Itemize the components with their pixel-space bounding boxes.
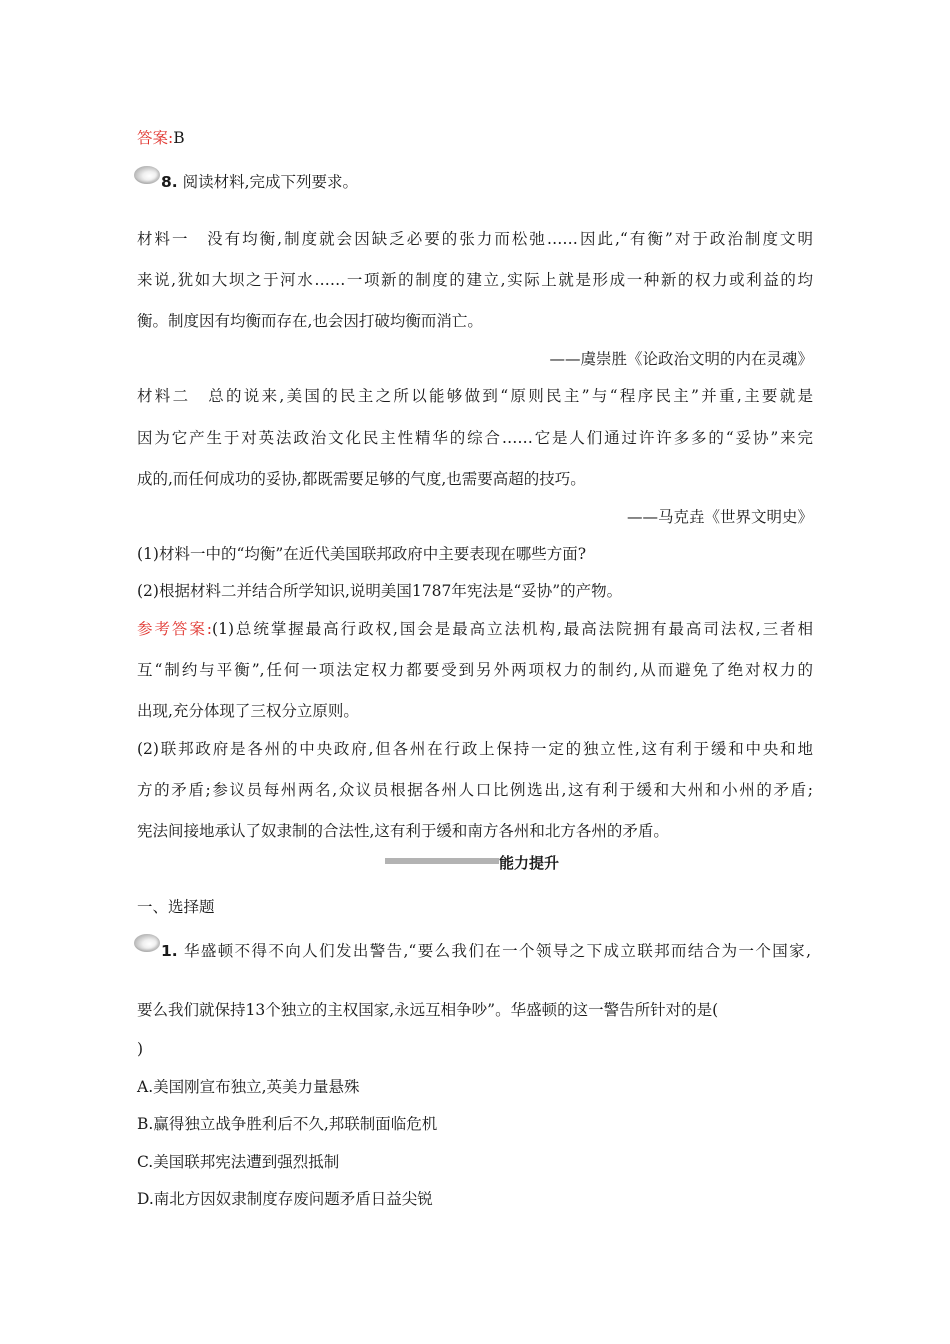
section-part-heading: 一、选择题 [137, 898, 215, 916]
sub-question-2: (2)根据材料二并结合所学知识,说明美国1787年宪法是“妥协”的产物。 [137, 582, 623, 600]
question-number: 8. [161, 173, 178, 191]
reference-answer-line-5: 方的矛盾;参议员每州两名,众议员根据各州人口比例选出,这有利于缓和大州和小州的矛盾; [137, 781, 813, 799]
option-b: B.赢得独立战争胜利后不久,邦联制面临危机 [137, 1115, 438, 1133]
material2-line-1: 材料二 总的说来,美国的民主之所以能够做到“原则民主”与“程序民主”并重,主要就是 [137, 387, 813, 405]
question-number: 1. [161, 942, 178, 960]
material1-line-1: 材料一 没有均衡,制度就会因缺乏必要的张力而松弛……因此,“有衡”对于政治制度文明 [137, 230, 813, 248]
material2-line-3: 成的,而任何成功的妥协,都既需要足够的气度,也需要高超的技巧。 [137, 470, 586, 488]
question-1-line-1: 1. 华盛顿不得不向人们发出警告,“要么我们在一个领导之下成立联邦而结合为一个国家, [161, 942, 811, 960]
reference-answer-line-3: 出现,充分体现了三权分立原则。 [137, 702, 359, 720]
question-1-line-3: ) [137, 1040, 144, 1058]
answer-label: 答案: [137, 129, 174, 147]
reference-answer-line-2: 互“制约与平衡”,任何一项法定权力都要受到另外两项权力的制约,从而避免了绝对权力的 [137, 661, 813, 679]
reference-answer-label: 参考答案: [137, 620, 213, 638]
question-marker-icon [134, 166, 160, 184]
material2-line-2: 因为它产生于对英法政治文化民主性精华的综合……它是人们通过许许多多的“妥协”来完 [137, 429, 813, 447]
sub-question-1: (1)材料一中的“均衡”在近代美国联邦政府中主要表现在哪些方面? [137, 545, 587, 563]
question-8-prompt [161, 172, 811, 192]
material1-line-2: 来说,犹如大坝之于河水……一项新的制度的建立,实际上就是形成一种新的权力或利益的均 [137, 271, 813, 289]
material1-source: ——虞崇胜《论政治文明的内在灵魂》 [549, 350, 813, 368]
reference-answer-line-4: (2)联邦政府是各州的中央政府,但各州在行政上保持一定的独立性,这有利于缓和中央和地 [137, 740, 813, 758]
material2-source: ——马克垚《世界文明史》 [626, 508, 813, 526]
option-a: A.美国刚宣布独立,英美力量悬殊 [137, 1078, 360, 1096]
question-text: 阅读材料,完成下列要求。 [182, 173, 359, 191]
answer-7 [137, 128, 813, 148]
question-1-line-2: 要么我们就保持13个独立的主权国家,永远互相争吵”。华盛顿的这一警告所针对的是( [137, 1001, 719, 1019]
answer-value: B [173, 129, 185, 147]
section-title: 能力提升 [499, 854, 560, 872]
option-d: D.南北方因奴隶制度存废问题矛盾日益尖锐 [137, 1190, 433, 1208]
section-divider-bar [385, 858, 499, 864]
reference-answer-line-1: 参考答案:(1)总统掌握最高行政权,国会是最高立法机构,最高法院拥有最高司法权,三者相 [137, 620, 813, 638]
reference-answer-line-6: 宪法间接地承认了奴隶制的合法性,这有利于缓和南方各州和北方各州的矛盾。 [137, 822, 669, 840]
material1-line-3: 衡。制度因有均衡而存在,也会因打破均衡而消亡。 [137, 312, 483, 330]
question-marker-icon [134, 934, 160, 952]
option-c: C.美国联邦宪法遭到强烈抵制 [137, 1153, 340, 1171]
